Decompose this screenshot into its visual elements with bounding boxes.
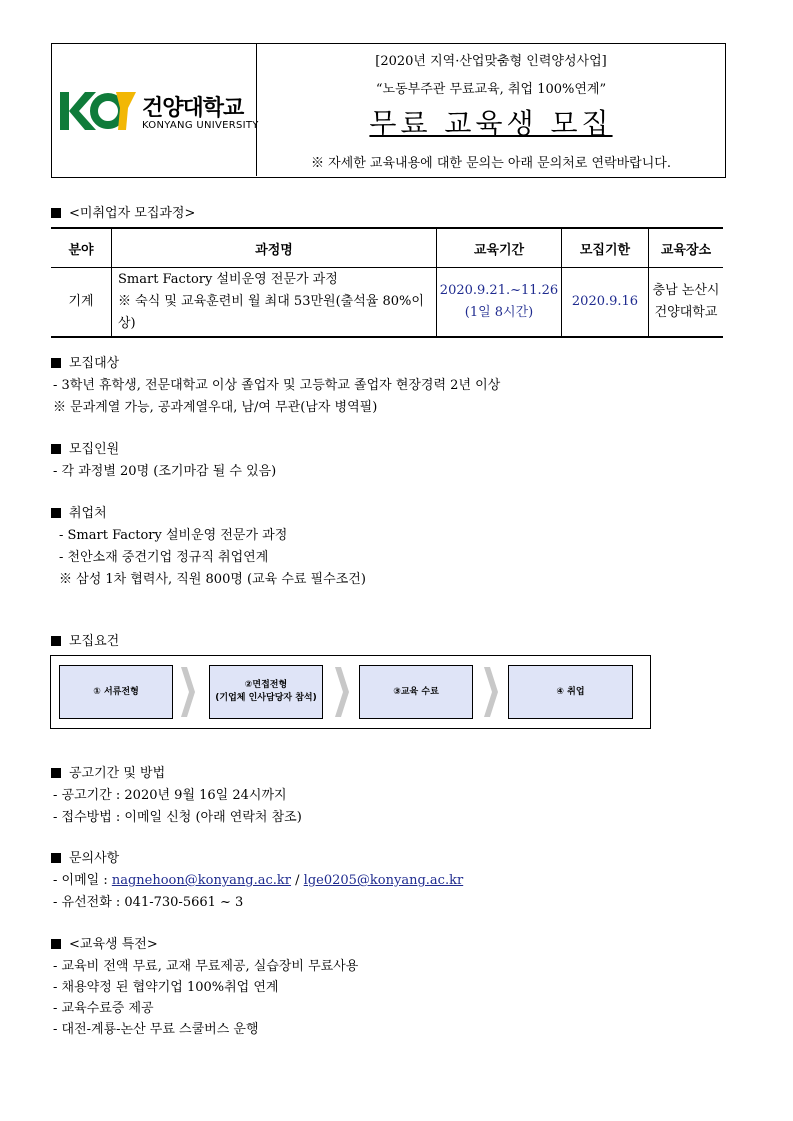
section-title-announcement: 공고기간 및 방법 bbox=[51, 762, 165, 781]
employer-line: ※ 삼성 1차 협력사, 직원 800명 (교육 수료 필수조건) bbox=[59, 572, 366, 587]
konyang-logo-icon bbox=[60, 92, 136, 130]
section-title-headcount: 모집인원 bbox=[51, 438, 119, 457]
header-box bbox=[51, 43, 726, 178]
square-bullet-icon bbox=[51, 768, 61, 778]
section-title-courses: <미취업자 모집과정> bbox=[51, 202, 195, 221]
column-header: 교육장소 bbox=[649, 228, 724, 268]
place-school: 건양대학교 bbox=[654, 305, 718, 320]
page-title: 무료 교육생 모집 bbox=[369, 107, 613, 140]
section-title-target: 모집대상 bbox=[51, 352, 119, 371]
logo-cell bbox=[52, 44, 257, 176]
deadline-cell: 2020.9.16 bbox=[562, 268, 649, 338]
target-line: ※ 문과계열 가능, 공과계열우대, 남/여 무관(남자 병역필) bbox=[53, 400, 378, 415]
email-separator: / bbox=[291, 873, 304, 888]
table-row bbox=[51, 268, 723, 338]
square-bullet-icon bbox=[51, 508, 61, 518]
process-diagram bbox=[50, 655, 651, 729]
period-cell bbox=[437, 268, 562, 338]
contact-email-line bbox=[53, 869, 463, 888]
employer-line: - 천안소재 중견기업 정규직 취업연계 bbox=[59, 550, 269, 565]
place-region: 충남 논산시 bbox=[652, 283, 720, 298]
benefit-line: - 채용약정 된 협약기업 100%취업 연계 bbox=[53, 980, 279, 995]
step-course-completion: ③교육 수료 bbox=[359, 665, 473, 719]
square-bullet-icon bbox=[51, 208, 61, 218]
square-bullet-icon bbox=[51, 853, 61, 863]
logo-english-name: KONYANG UNIVERSITY bbox=[142, 120, 259, 131]
email-link-1[interactable]: nagnehoon@konyang.ac.kr bbox=[111, 873, 292, 888]
contact-phone-line: - 유선전화 : 041-730-5661 ~ 3 bbox=[53, 895, 244, 910]
announcement-line: - 접수방법 : 이메일 신청 (아래 연락처 참조) bbox=[53, 810, 302, 825]
column-header: 과정명 bbox=[112, 228, 437, 268]
section-title-requirements: 모집요건 bbox=[51, 630, 119, 649]
chevron-right-icon bbox=[181, 667, 195, 717]
program-name: [2020년 지역·산업맞춤형 인력양성사업] bbox=[375, 54, 607, 69]
logo-korean-name: 건양대학교 bbox=[142, 96, 244, 121]
column-header: 교육기간 bbox=[437, 228, 562, 268]
employer-line: - Smart Factory 설비운영 전문가 과정 bbox=[59, 528, 288, 543]
square-bullet-icon bbox=[51, 939, 61, 949]
step-interview: ②면접전형 (기업체 인사담당자 참석) bbox=[209, 665, 323, 719]
square-bullet-icon bbox=[51, 358, 61, 368]
email-label: - 이메일 : bbox=[53, 873, 112, 888]
chevron-right-icon bbox=[484, 667, 498, 717]
course-name-cell bbox=[112, 268, 437, 338]
email-link-2[interactable]: lge0205@konyang.ac.kr bbox=[303, 873, 464, 888]
step-document-screening: ① 서류전형 bbox=[59, 665, 173, 719]
section-title-contact: 문의사항 bbox=[51, 847, 119, 866]
period-dates: 2020.9.21.~11.26 bbox=[439, 283, 559, 298]
table-header-row bbox=[51, 228, 723, 268]
course-name: Smart Factory 설비운영 전문가 과정 bbox=[118, 272, 338, 287]
header-note: ※ 자세한 교육내용에 대한 문의는 아래 문의처로 연락바랍니다. bbox=[310, 156, 671, 171]
square-bullet-icon bbox=[51, 636, 61, 646]
announcement-line: - 공고기간 : 2020년 9월 16일 24시까지 bbox=[53, 788, 287, 803]
step-employment: ④ 취업 bbox=[508, 665, 633, 719]
section-title-benefits: <교육생 특전> bbox=[51, 933, 158, 952]
benefit-line: - 대전-계룡-논산 무료 스쿨버스 운행 bbox=[53, 1022, 259, 1037]
chevron-right-icon bbox=[335, 667, 349, 717]
benefit-line: - 교육수료증 제공 bbox=[53, 1001, 154, 1016]
period-hours: (1일 8시간) bbox=[464, 305, 534, 320]
course-note: ※ 숙식 및 교육훈련비 월 최대 53만원(출석율 80%이상) bbox=[118, 294, 424, 331]
square-bullet-icon bbox=[51, 444, 61, 454]
header-text-cell bbox=[257, 44, 725, 176]
field-cell: 기계 bbox=[51, 268, 112, 338]
section-title-employer: 취업처 bbox=[51, 502, 107, 521]
headcount-line: - 각 과정별 20명 (조기마감 될 수 있음) bbox=[53, 464, 277, 479]
target-line: - 3학년 휴학생, 전문대학교 이상 졸업자 및 고등학교 졸업자 현장경력 2년 이상 bbox=[53, 378, 501, 393]
column-header: 분야 bbox=[51, 228, 112, 268]
column-header: 모집기한 bbox=[562, 228, 649, 268]
place-cell bbox=[649, 268, 724, 338]
course-table bbox=[51, 227, 723, 338]
benefit-line: - 교육비 전액 무료, 교재 무료제공, 실습장비 무료사용 bbox=[53, 959, 359, 974]
program-slogan: “노동부주관 무료교육, 취업 100%연계” bbox=[375, 82, 607, 97]
